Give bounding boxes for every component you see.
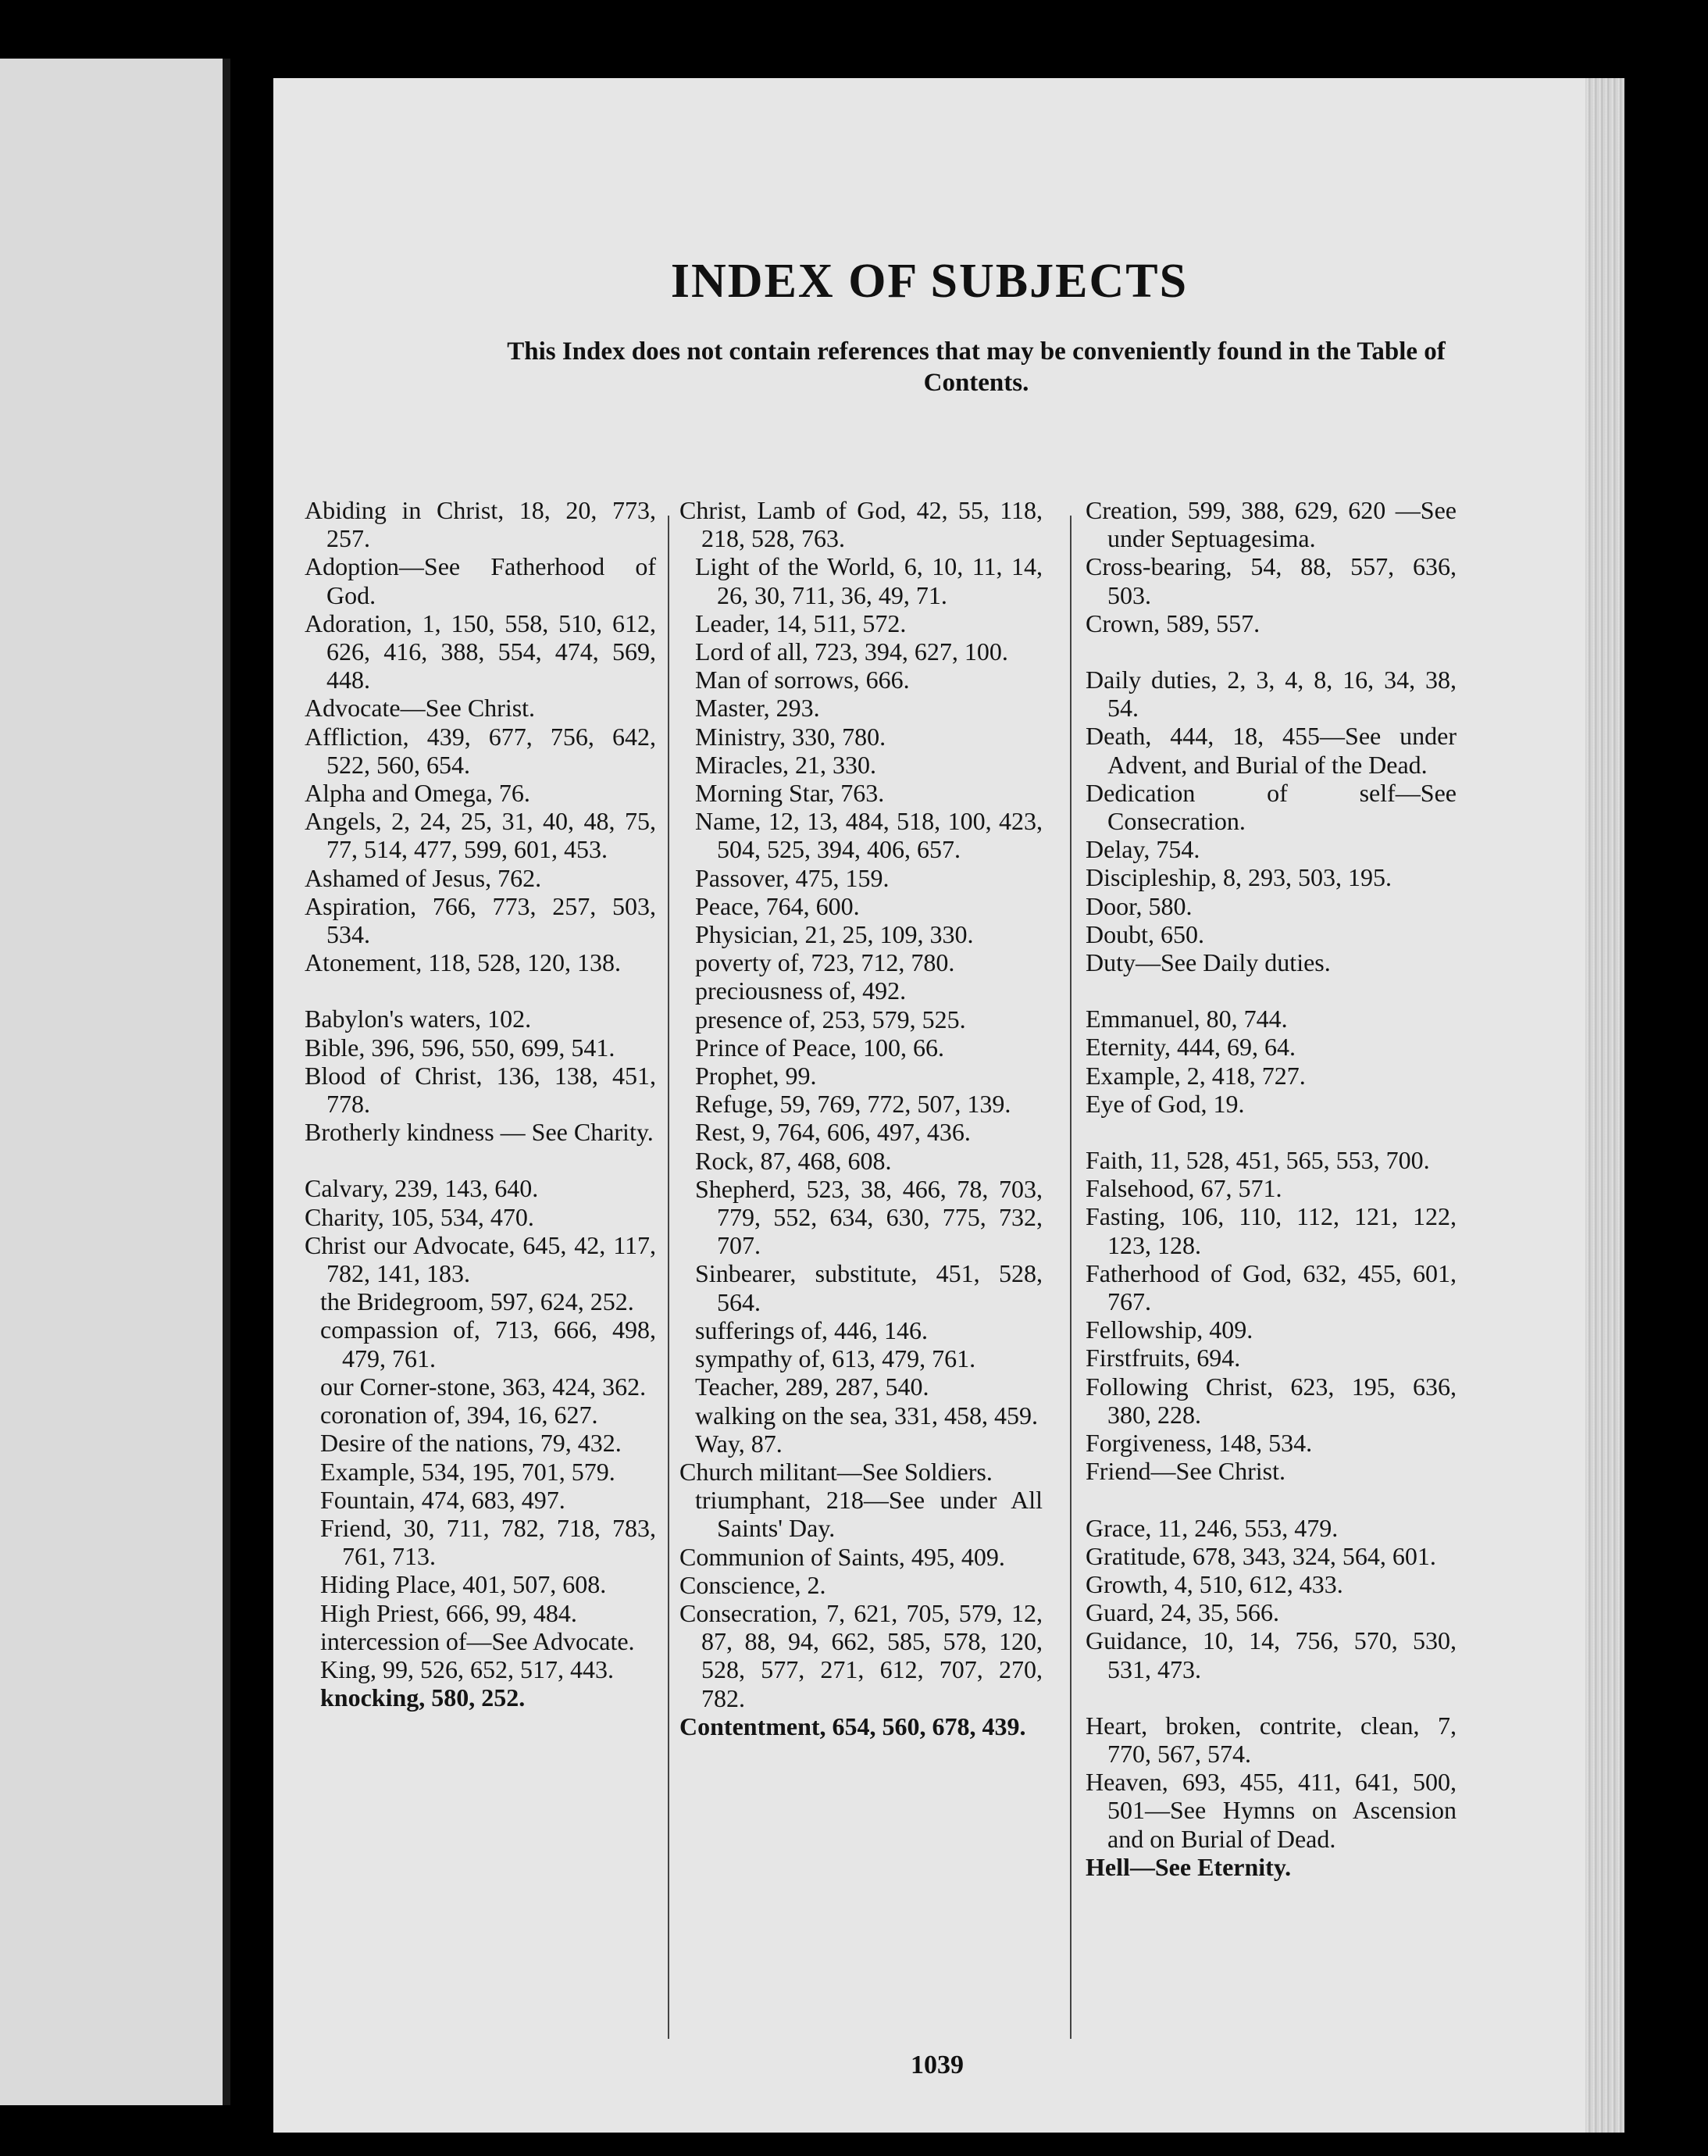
index-entry: Eye of God, 19. <box>1086 1089 1245 1118</box>
index-entry: Charity, 105, 534, 470. <box>305 1202 534 1231</box>
index-entry: Dedication of self—See Consecration. <box>1086 778 1457 836</box>
index-entry: Eternity, 444, 69, 64. <box>1086 1033 1296 1062</box>
index-subentry: Fountain, 474, 683, 497. <box>320 1485 565 1514</box>
index-entry: Church militant—See Soldiers. <box>679 1457 993 1486</box>
index-subentry: preciousness of, 492. <box>695 976 907 1005</box>
index-entry: Fatherhood of God, 632, 455, 601, 767. <box>1086 1258 1457 1316</box>
index-entry: Conscience, 2. <box>679 1570 826 1599</box>
index-entry: Delay, 754. <box>1086 835 1200 864</box>
index-entry: Daily duties, 2, 3, 4, 8, 16, 34, 38, 54. <box>1086 666 1457 723</box>
index-subentry: presence of, 253, 579, 525. <box>695 1005 966 1033</box>
index-entry: Heart, broken, contrite, clean, 7, 770, 567, 574. <box>1086 1711 1457 1768</box>
index-entry: Grace, 11, 246, 553, 479. <box>1086 1513 1339 1542</box>
index-subentry: Master, 293. <box>695 694 820 723</box>
index-page <box>273 78 1585 2133</box>
index-entry: Guard, 24, 35, 566. <box>1086 1598 1279 1627</box>
section-gap <box>305 976 656 1005</box>
index-subentry: coronation of, 394, 16, 627. <box>320 1401 598 1430</box>
index-subentry: sufferings of, 446, 146. <box>695 1315 929 1344</box>
index-subentry: Miracles, 21, 330. <box>695 750 876 779</box>
section-gap <box>1086 1118 1457 1146</box>
column-divider <box>668 516 669 2039</box>
index-entry: Aspiration, 766, 773, 257, 503, 534. <box>305 891 656 949</box>
page-subtitle: This Index does not contain references that may be conveniently found in the Table of Contents. <box>507 337 1446 397</box>
index-entry: Alpha and Omega, 76. <box>305 779 530 808</box>
index-entry: Bible, 396, 596, 550, 699, 541. <box>305 1033 615 1062</box>
index-subentry: King, 99, 526, 652, 517, 443. <box>320 1654 614 1683</box>
index-subentry: our Corner-stone, 363, 424, 362. <box>320 1372 647 1401</box>
index-entry: Hell—See Eternity. <box>1086 1852 1292 1881</box>
index-subentry: Sinbearer, substitute, 451, 528, 564. <box>695 1259 1043 1316</box>
index-entry: Blood of Christ, 136, 138, 451, 778. <box>305 1061 656 1119</box>
index-subentry: intercession of—See Advocate. <box>320 1626 635 1655</box>
index-entry: Duty—See Daily duties. <box>1086 948 1331 977</box>
index-subentry: Lord of all, 723, 394, 627, 100. <box>695 637 1008 666</box>
index-entry: Angels, 2, 24, 25, 31, 40, 48, 75, 77, 514, 477, 599, 601, 453. <box>305 807 656 864</box>
section-gap <box>1086 1683 1457 1712</box>
index-subentry: Morning Star, 763. <box>695 779 885 808</box>
index-subentry: Hiding Place, 401, 507, 608. <box>320 1570 607 1599</box>
page-stack-edge <box>1585 78 1624 2133</box>
index-entry: Forgiveness, 148, 534. <box>1086 1429 1313 1458</box>
index-subentry: High Priest, 666, 99, 484. <box>320 1598 577 1627</box>
index-subentry: Peace, 764, 600. <box>695 891 860 920</box>
index-entry: Advocate—See Christ. <box>305 694 536 723</box>
index-entry: Fasting, 106, 110, 112, 121, 122, 123, 128. <box>1086 1202 1457 1259</box>
index-subentry: Light of the World, 6, 10, 11, 14, 26, 30, 711, 36, 49, 71. <box>695 552 1043 609</box>
index-entry: Heaven, 693, 455, 411, 641, 500, 501—See Hymns on Ascension and on Burial of Dead. <box>1086 1768 1457 1853</box>
index-subentry: Friend, 30, 711, 782, 718, 783, 761, 713. <box>320 1513 656 1571</box>
index-column-2 <box>679 496 1043 1740</box>
column-divider <box>1070 516 1072 2039</box>
facing-page-edge <box>0 59 230 2105</box>
index-entry: Babylon's waters, 102. <box>305 1005 532 1033</box>
index-subentry: knocking, 580, 252. <box>320 1683 526 1712</box>
page-title: INDEX OF SUBJECTS <box>670 255 1189 308</box>
index-entry: Friend—See Christ. <box>1086 1457 1285 1486</box>
index-entry: Fellowship, 409. <box>1086 1315 1253 1344</box>
index-subentry: Prophet, 99. <box>695 1062 817 1090</box>
index-entry: Adoration, 1, 150, 558, 510, 612, 626, 416, 388, 554, 474, 569, 448. <box>305 609 656 694</box>
index-subentry: the Bridegroom, 597, 624, 252. <box>320 1287 634 1316</box>
index-subentry: Passover, 475, 159. <box>695 863 890 892</box>
index-subentry: Name, 12, 13, 484, 518, 100, 423, 504, 525, 394, 406, 657. <box>695 807 1043 864</box>
index-subentry: walking on the sea, 331, 458, 459. <box>695 1401 1039 1430</box>
index-subentry: Physician, 21, 25, 109, 330. <box>695 920 974 949</box>
index-entry: Christ, Lamb of God, 42, 55, 118, 218, 528, 763. <box>679 496 1043 553</box>
index-entry: Door, 580. <box>1086 891 1193 920</box>
index-entry: Abiding in Christ, 18, 20, 773, 257. <box>305 496 656 553</box>
index-entry: Consecration, 7, 621, 705, 579, 12, 87, 88, 94, 662, 585, 578, 120, 528, 577, 271, 612, 707, 270, 782. <box>679 1598 1043 1712</box>
index-entry: Example, 2, 418, 727. <box>1086 1061 1306 1090</box>
index-entry: Atonement, 118, 528, 120, 138. <box>305 948 621 977</box>
index-entry: Christ our Advocate, 645, 42, 117, 782, 141, 183. <box>305 1230 656 1288</box>
index-entry: Crown, 589, 557. <box>1086 609 1260 637</box>
index-entry: Following Christ, 623, 195, 636, 380, 228. <box>1086 1372 1457 1429</box>
index-entry: Ashamed of Jesus, 762. <box>305 863 542 892</box>
index-entry: Cross-bearing, 54, 88, 557, 636, 503. <box>1086 552 1457 609</box>
section-gap <box>1086 976 1457 1005</box>
index-subentry: Teacher, 289, 287, 540. <box>695 1372 929 1401</box>
index-entry: Affliction, 439, 677, 756, 642, 522, 560, 654. <box>305 722 656 779</box>
index-entry: Faith, 11, 528, 451, 565, 553, 700. <box>1086 1146 1430 1175</box>
index-subentry: Ministry, 330, 780. <box>695 722 886 751</box>
index-subentry: Rest, 9, 764, 606, 497, 436. <box>695 1118 971 1147</box>
index-entry: Falsehood, 67, 571. <box>1086 1174 1282 1203</box>
index-subentry: poverty of, 723, 712, 780. <box>695 948 955 977</box>
index-subentry: Shepherd, 523, 38, 466, 78, 703, 779, 552, 634, 630, 775, 732, 707. <box>695 1174 1043 1260</box>
index-subentry: Refuge, 59, 769, 772, 507, 139. <box>695 1090 1011 1119</box>
index-entry: Creation, 599, 388, 629, 620 —See under Septuagesima. <box>1086 496 1457 553</box>
index-column-1 <box>305 496 656 1712</box>
index-subentry: Rock, 87, 468, 608. <box>695 1146 892 1175</box>
page-number: 1039 <box>911 2051 964 2079</box>
index-entry: Guidance, 10, 14, 756, 570, 530, 531, 473. <box>1086 1626 1457 1683</box>
index-subentry: compassion of, 713, 666, 498, 479, 761. <box>320 1315 656 1372</box>
index-entry: Emmanuel, 80, 744. <box>1086 1005 1288 1033</box>
index-subentry: Way, 87. <box>695 1429 783 1458</box>
index-entry: Firstfruits, 694. <box>1086 1344 1241 1372</box>
index-subentry: triumphant, 218—See under All Saints' Day. <box>695 1486 1043 1543</box>
index-column-3 <box>1086 496 1457 1881</box>
section-gap <box>1086 637 1457 666</box>
index-subentry: sympathy of, 613, 479, 761. <box>695 1344 976 1373</box>
index-subentry: Man of sorrows, 666. <box>695 666 910 694</box>
index-entry: Doubt, 650. <box>1086 919 1204 948</box>
index-entry: Brotherly kindness — See Charity. <box>305 1118 654 1147</box>
section-gap <box>305 1146 656 1174</box>
index-entry: Contentment, 654, 560, 678, 439. <box>679 1712 1026 1740</box>
index-entry: Discipleship, 8, 293, 503, 195. <box>1086 863 1392 892</box>
index-entry: Calvary, 239, 143, 640. <box>305 1174 539 1203</box>
index-subentry: Example, 534, 195, 701, 579. <box>320 1457 615 1486</box>
index-subentry: Prince of Peace, 100, 66. <box>695 1033 945 1062</box>
index-entry: Gratitude, 678, 343, 324, 564, 601. <box>1086 1541 1436 1570</box>
index-subentry: Desire of the nations, 79, 432. <box>320 1429 622 1458</box>
index-entry: Communion of Saints, 495, 409. <box>679 1542 1005 1571</box>
index-entry: Adoption—See Fatherhood of God. <box>305 552 656 609</box>
index-entry: Death, 444, 18, 455—See under Advent, and Burial of the Dead. <box>1086 722 1457 779</box>
index-entry: Growth, 4, 510, 612, 433. <box>1086 1569 1343 1598</box>
section-gap <box>1086 1486 1457 1514</box>
index-subentry: Leader, 14, 511, 572. <box>695 609 907 637</box>
